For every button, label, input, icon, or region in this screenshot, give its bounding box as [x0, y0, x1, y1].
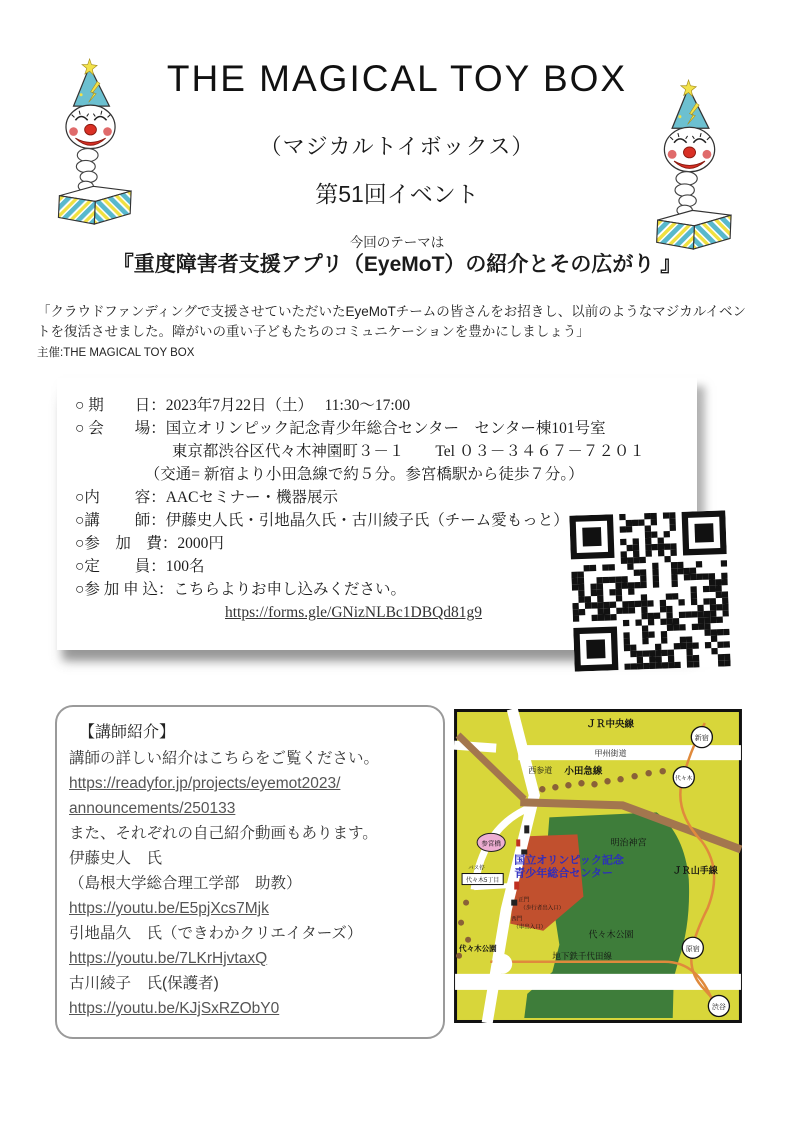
- map-station-shinjuku: [691, 727, 712, 748]
- venue-access-line: （交通= 新宿より小田急線で約５分。参宮橋駅から徒歩７分。）: [75, 466, 584, 483]
- event-capacity-line: ○定 員：100名: [75, 558, 205, 575]
- venue-address-line: 東京都渋谷区代々木神園町３－１ Tel ０３－３４６７－７２０１: [75, 443, 645, 460]
- access-map: [454, 709, 742, 1023]
- svg-text:（車出入口）: （車出入口）: [513, 924, 547, 931]
- svg-text:参宮橋: 参宮橋: [481, 840, 501, 848]
- svg-text:代々木公園: 代々木公園: [459, 943, 497, 953]
- svg-text:西参道: 西参道: [528, 766, 553, 776]
- svg-text:バス停: バス停: [468, 865, 485, 872]
- map-station-harajuku: [682, 937, 703, 958]
- event-date-line: ○ 期 日：2023年7月22日（土） 11:30～17:00: [75, 397, 411, 414]
- lecturer-name-furukawa: 古川綾子 氏(保護者): [69, 975, 219, 992]
- lecturer-video-link-furukawa[interactable]: https://youtu.be/KJjSxRZObY0: [69, 1000, 280, 1017]
- svg-text:小田急線: 小田急線: [564, 766, 603, 778]
- svg-text:渋谷: 渋谷: [711, 1003, 726, 1011]
- svg-text:明治神宮: 明治神宮: [610, 837, 647, 848]
- map-station-yoyogi: [673, 767, 694, 788]
- lecturer-readyfor-link-line2[interactable]: announcements/250133: [69, 800, 236, 817]
- lecturer-intro-text: 講師の詳しい紹介はこちらをご覧ください。: [69, 750, 380, 767]
- svg-text:正門: 正門: [518, 897, 530, 904]
- lecturer-video-link-hikichi[interactable]: https://youtu.be/7LKrHjvtaxQ: [69, 950, 268, 967]
- organizer-line: 主催:THE MAGICAL TOY BOX: [37, 347, 195, 359]
- svg-text:国立オリンピック記念: 国立オリンピック記念: [514, 854, 624, 867]
- lecturer-box-heading: 【講師紹介】: [79, 724, 176, 741]
- lecturer-affiliation-ito: （島根大学総合理工学部 助教）: [69, 875, 302, 892]
- svg-text:ＪＲ中央線: ＪＲ中央線: [586, 719, 635, 731]
- event-venue-line: ○ 会 場：国立オリンピック記念青少年総合センター センター棟101号室: [75, 420, 606, 437]
- svg-text:代々木5丁目: 代々木5丁目: [465, 878, 500, 885]
- svg-text:代々木公園: 代々木公園: [588, 929, 634, 940]
- svg-text:代々木: 代々木: [675, 776, 693, 783]
- lecturer-intro-box: [55, 705, 445, 1039]
- map-station-shibuya: [708, 995, 729, 1016]
- svg-text:原宿: 原宿: [685, 945, 700, 953]
- jack-in-the-box-clown-icon: [642, 78, 738, 250]
- svg-text:甲州街道: 甲州街道: [594, 749, 627, 759]
- event-number: 第51回イベント: [315, 181, 479, 207]
- page-title: THE MAGICAL TOY BOX: [166, 58, 628, 99]
- event-lecturers-line: ○講 師：伊藤史人氏・引地晶久氏・古川綾子氏（チーム愛もっと）: [75, 512, 569, 529]
- lecturer-name-ito: 伊藤史人 氏: [69, 850, 163, 867]
- svg-text:ＪＲ山手線: ＪＲ山手線: [672, 865, 718, 876]
- lecturer-videos-note: また、それぞれの自己紹介動画もあります。: [69, 825, 378, 842]
- theme-intro: 今回のテーマは: [349, 235, 445, 250]
- page-subtitle: （マジカルトイボックス）: [259, 134, 535, 159]
- theme-title: 『重度障害者支援アプリ（EyeMoT）の紹介とその広がり 』: [112, 253, 682, 276]
- map-station-sangubashi: [477, 833, 505, 851]
- qr-code: [569, 510, 730, 671]
- svg-text:（歩行者出入口）: （歩行者出入口）: [520, 905, 565, 912]
- svg-text:西門: 西門: [511, 916, 523, 923]
- event-description: 「クラウドファンディングで支援させていただいたEyeMoTチームの皆さんをお招きし、以前のようなマジカルイベントを復活させました。障がいの重い子どもたちのコミュニケーションを豊かにしましょう」: [37, 304, 747, 339]
- registration-form-link[interactable]: https://forms.gle/GNizNLBc1DBQd81g9: [225, 604, 483, 621]
- event-content-line: ○内 容：AACセミナー・機器展示: [75, 489, 338, 506]
- lecturer-name-hikichi: 引地晶久 氏（できわかクリエイターズ）: [69, 925, 363, 942]
- lecturer-video-link-ito[interactable]: https://youtu.be/E5pjXcs7Mjk: [69, 900, 269, 917]
- event-registration-line: ○参 加 申 込：こちらよりお申し込みください。: [75, 581, 406, 598]
- svg-text:青少年総合センター: 青少年総合センター: [514, 867, 613, 880]
- lecturer-readyfor-link-line1[interactable]: https://readyfor.jp/projects/eyemot2023/: [69, 775, 341, 792]
- svg-text:新宿: 新宿: [694, 735, 709, 743]
- qr-code-pattern: [569, 510, 730, 671]
- svg-text:地下鉄千代田線: 地下鉄千代田線: [552, 950, 612, 961]
- event-fee-line: ○参 加 費：2000円: [75, 535, 224, 552]
